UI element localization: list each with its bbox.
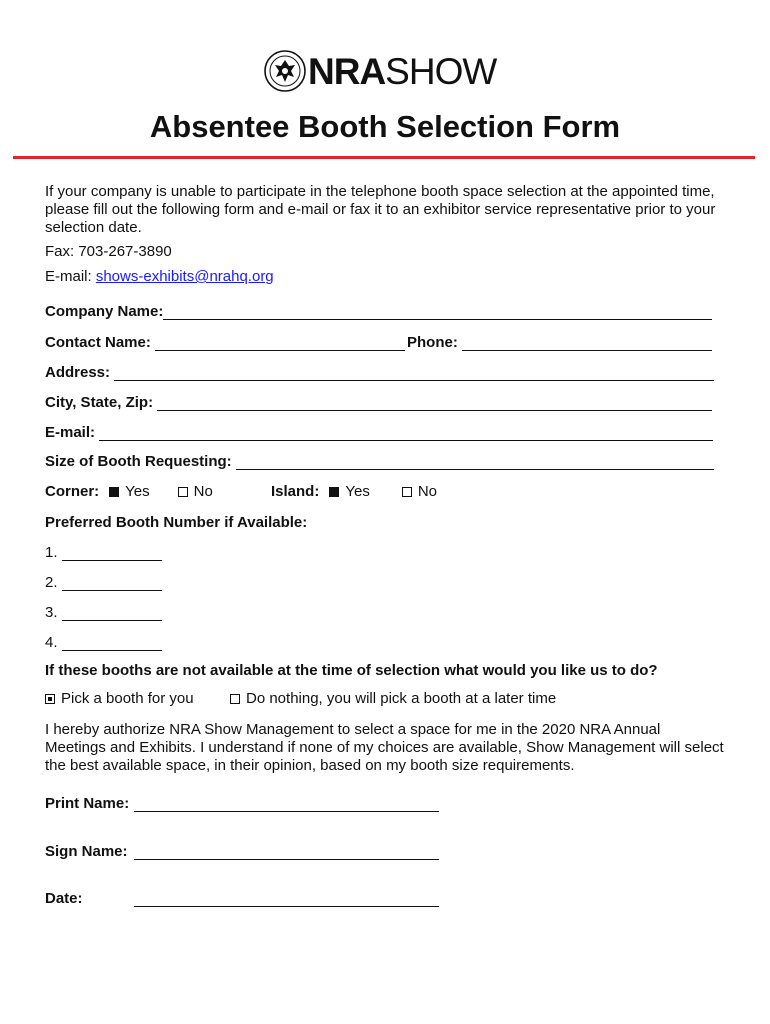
- address-input[interactable]: [114, 366, 714, 381]
- print-name-label: Print Name:: [45, 795, 130, 812]
- preferred-item-input[interactable]: [62, 576, 162, 591]
- contact-name-label: Contact Name:: [45, 334, 151, 351]
- preferred-item-input[interactable]: [62, 606, 162, 621]
- island-label: Island:: [271, 483, 320, 500]
- preferred-item-number: 2.: [45, 574, 58, 591]
- preferred-item-2[interactable]: [45, 571, 162, 591]
- island-no-label: No: [417, 483, 438, 500]
- date-label: Date:: [45, 890, 83, 907]
- contact-name-field[interactable]: [45, 331, 405, 351]
- corner-no-checkbox[interactable]: [178, 487, 188, 497]
- phone-label: Phone:: [407, 334, 458, 351]
- sign-name-field[interactable]: [45, 840, 439, 860]
- date-field[interactable]: [45, 887, 439, 907]
- address-label: Address:: [45, 364, 111, 381]
- date-input[interactable]: [134, 892, 439, 907]
- do-nothing-checkbox[interactable]: [230, 694, 240, 704]
- company-name-field[interactable]: [45, 300, 712, 320]
- sign-name-input[interactable]: [134, 845, 439, 860]
- preferred-item-number: 4.: [45, 634, 58, 651]
- corner-yes-checkbox[interactable]: [109, 487, 119, 497]
- corner-yes-label: Yes: [125, 483, 150, 500]
- authorization-paragraph: I hereby authorize NRA Show Management to select a space for me in the 2020 NRA Annual Meetings and Exhibits. I understand if none of my choices are available, Show Management will select the best available space, in their opinion, based on my booth size requirements.: [45, 721, 724, 774]
- sign-name-label: Sign Name:: [45, 843, 128, 860]
- do-nothing-label: Do nothing, you will pick a booth at a later time: [246, 690, 557, 707]
- corner-option: [45, 483, 213, 500]
- page-title: Absentee Booth Selection Form: [149, 109, 621, 144]
- email-field-label: E-mail:: [45, 424, 96, 441]
- intro-paragraph: If your company is unable to participate in the telephone booth space selection at the appointed time, please fill out the following form and e-mail or fax it to an exhibitor service representative prior to your selection date.: [45, 183, 716, 236]
- island-option: [271, 483, 437, 500]
- address-field[interactable]: [45, 361, 714, 381]
- island-yes-checkbox[interactable]: [329, 487, 339, 497]
- preferred-item-number: 1.: [45, 544, 58, 561]
- nra-seal-icon: [264, 50, 306, 92]
- city-state-zip-input[interactable]: [157, 396, 712, 411]
- company-name-label: Company Name:: [45, 303, 164, 320]
- nra-show-logo: [264, 48, 496, 94]
- company-name-input[interactable]: [163, 305, 712, 320]
- booth-size-field[interactable]: [45, 450, 714, 470]
- city-state-zip-field[interactable]: [45, 391, 712, 411]
- island-yes-label: Yes: [345, 483, 370, 500]
- pick-booth-checkbox[interactable]: [45, 694, 55, 704]
- booth-size-label: Size of Booth Requesting:: [45, 453, 232, 470]
- email-label: E-mail:: [45, 268, 96, 285]
- logo-show-text: SHOW: [385, 50, 497, 92]
- booth-size-input[interactable]: [236, 455, 714, 470]
- print-name-field[interactable]: [45, 792, 439, 812]
- preferred-item-input[interactable]: [62, 546, 162, 561]
- email-input[interactable]: [99, 426, 713, 441]
- pick-booth-label: Pick a booth for you: [61, 690, 194, 707]
- logo-nra-text: NRA: [308, 50, 386, 92]
- email-line: [45, 268, 274, 285]
- city-state-zip-label: City, State, Zip:: [45, 394, 154, 411]
- island-no-checkbox[interactable]: [402, 487, 412, 497]
- do-nothing-option[interactable]: [220, 690, 556, 707]
- preferred-item-input[interactable]: [62, 636, 162, 651]
- corner-no-label: No: [193, 483, 213, 500]
- print-name-input[interactable]: [134, 797, 439, 812]
- preferred-item-number: 3.: [45, 604, 58, 621]
- pick-booth-option[interactable]: [35, 690, 194, 707]
- preferred-item-4[interactable]: [45, 631, 162, 651]
- preferred-item-1[interactable]: [45, 541, 162, 561]
- phone-field[interactable]: [407, 331, 712, 351]
- preferred-item-3[interactable]: [45, 601, 162, 621]
- title-divider: [13, 156, 755, 159]
- contact-name-input[interactable]: [155, 336, 405, 351]
- email-link[interactable]: shows-exhibits@nrahq.org: [95, 268, 274, 285]
- phone-input[interactable]: [462, 336, 712, 351]
- unavailable-question: If these booths are not available at the time of selection what would you like us to do?: [45, 662, 658, 679]
- fax-number: Fax: 703-267-3890: [45, 243, 172, 260]
- corner-label: Corner:: [45, 483, 100, 500]
- email-field[interactable]: [45, 421, 713, 441]
- preferred-heading: Preferred Booth Number if Available:: [45, 514, 308, 531]
